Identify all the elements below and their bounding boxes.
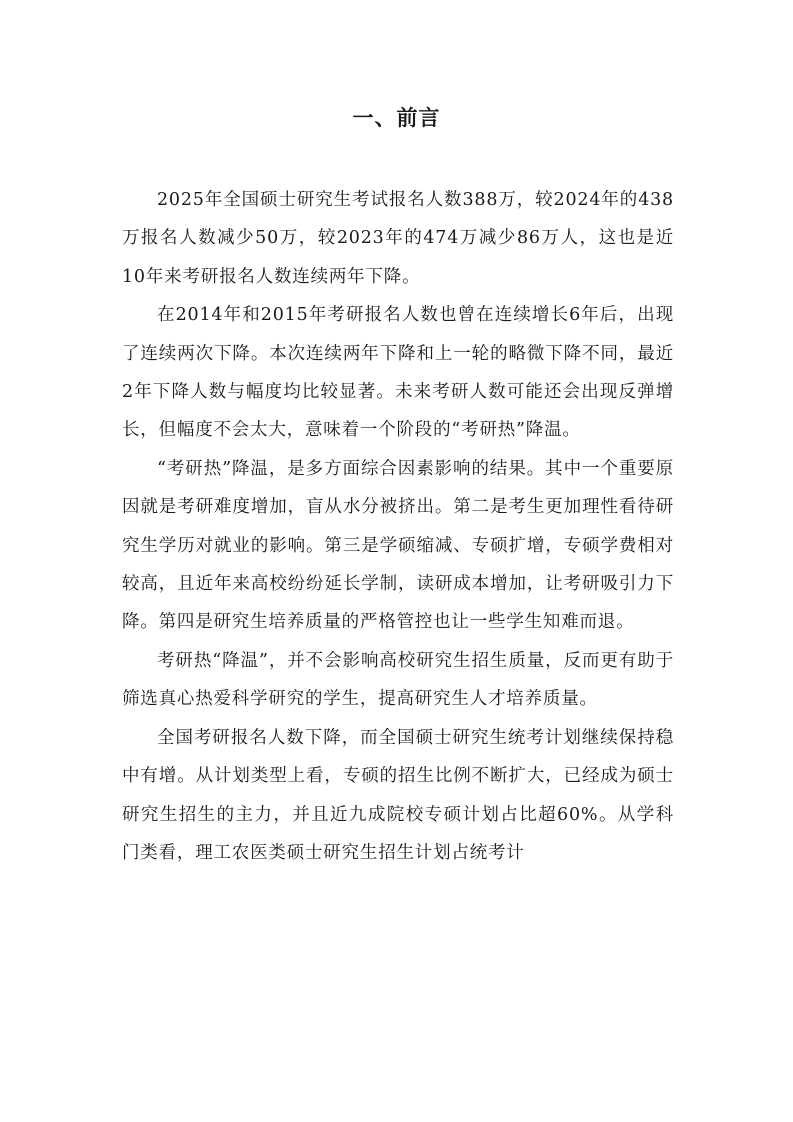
paragraph-1: 2025年全国硕士研究生考试报名人数388万，较2024年的438万报名人数减少50万，较2023年的474万减少86万人，这也是近10年来考研报名人数连续两年下降。 [122,190,674,287]
document-body [122,181,674,872]
paragraph-2: 在2014年和2015年考研报名人数也曾在连续增长6年后，出现了连续两次下降。本次连续两年下降和上一轮的略微下降不同，最近2年下降人数与幅度均比较显著。未来考研人数可能还会出现反弹增长，但幅度不会太大，意味着一个阶段的“考研热”降温。 [122,305,674,441]
paragraph-4: 考研热“降温”，并不会影响高校研究生招生质量，反而更有助于筛选真心热爱科学研究的学生，提高研究生人才培养质量。 [122,650,674,710]
paragraph-5: 全国考研报名人数下降，而全国硕士研究生统考计划继续保持稳中有增。从计划类型上看，专硕的招生比例不断扩大，已经成为硕士研究生招生的主力，并且近九成院校专硕计划占比超60%。从学科门类看，理工农医类硕士研究生招生计划占统考计 [122,727,674,863]
paragraph-3: “考研热”降温，是多方面综合因素影响的结果。其中一个重要原因就是考研难度增加，盲从水分被挤出。第二是考生更加理性看待研究生学历对就业的影响。第三是学硕缩减、专硕扩增，专硕学费相对较高，且近年来高校纷纷延长学制，读研成本增加，让考研吸引力下降。第四是研究生培养质量的严格管控也让一些学生知难而退。 [122,458,674,633]
section-title: 一、前言 [352,105,441,130]
